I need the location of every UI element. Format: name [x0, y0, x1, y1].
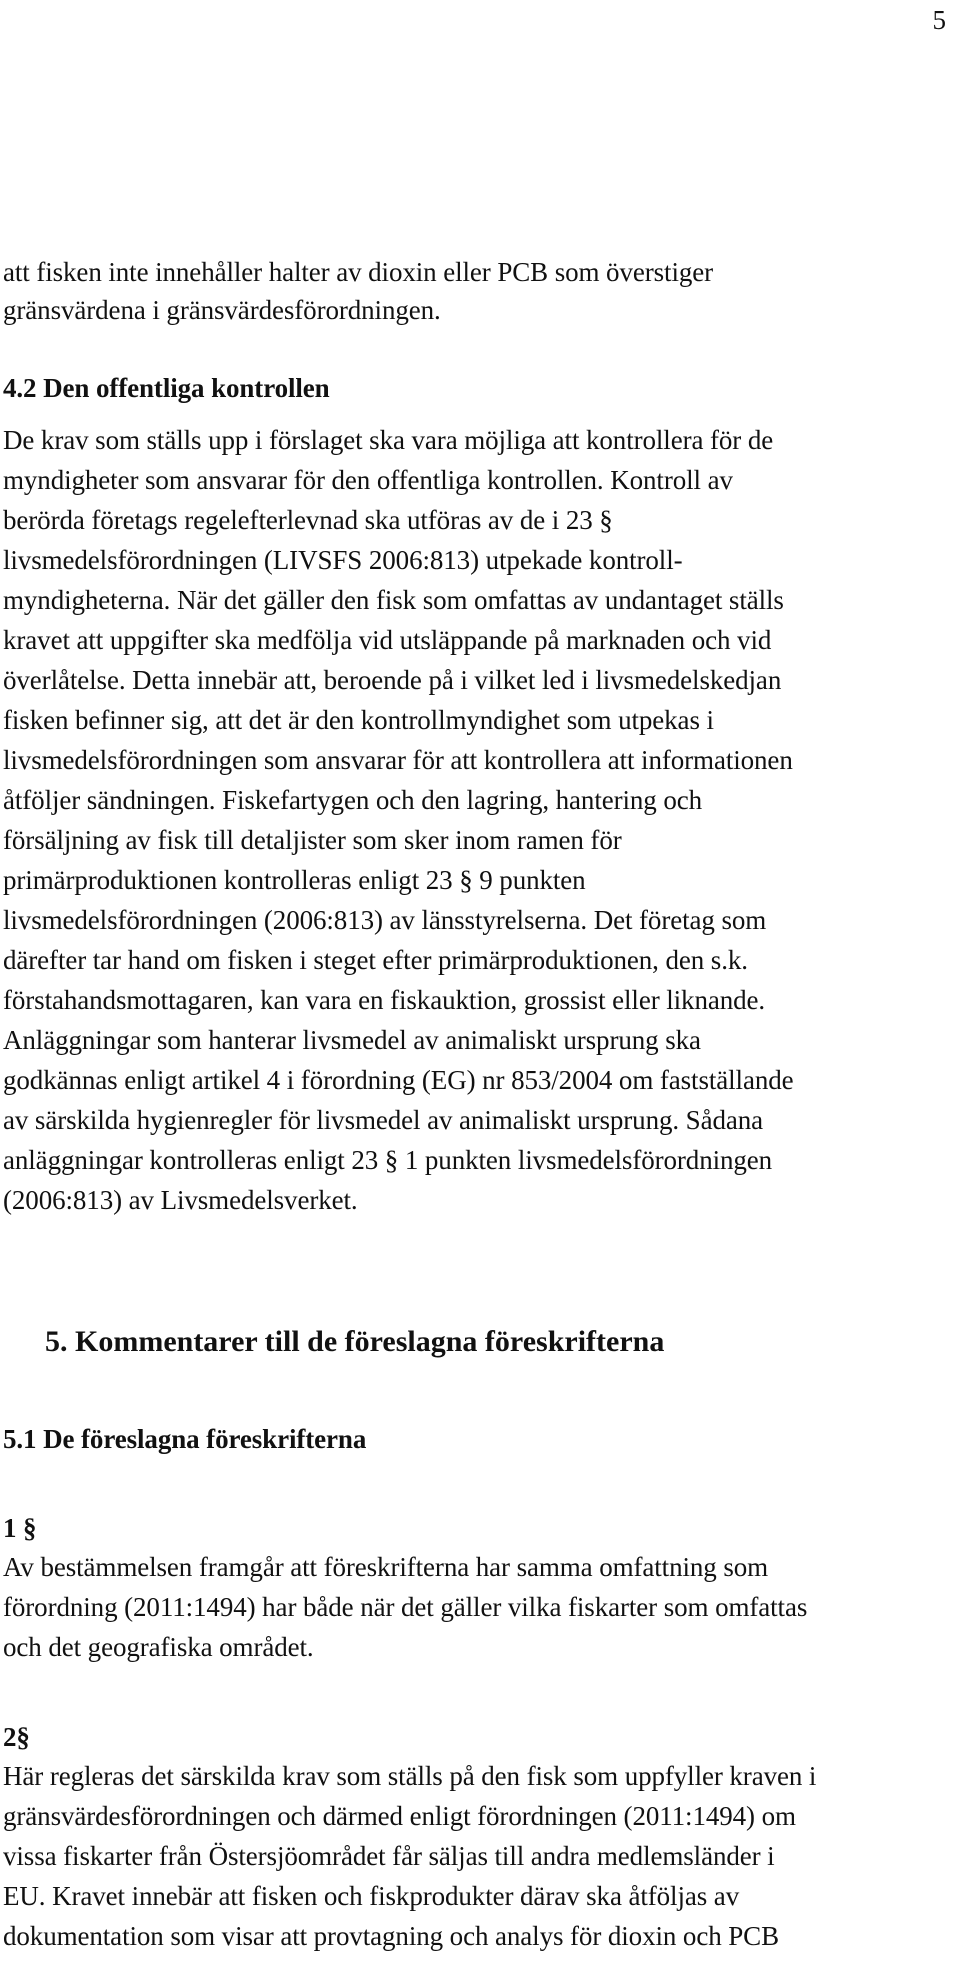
- text-line: förstahandsmottagaren, kan vara en fiskauktion, grossist eller liknande.: [3, 985, 766, 1015]
- text-line: Av bestämmelsen framgår att föreskrifterna har samma omfattning som: [3, 1552, 769, 1582]
- text-line: vissa fiskarter från Östersjöområdet får säljas till andra medlemsländer i: [3, 1841, 775, 1871]
- text-line: och det geografiska området.: [3, 1632, 314, 1662]
- text-line: primärproduktionen kontrolleras enligt 23 § 9 punkten: [3, 865, 586, 895]
- text-line: åtföljer sändningen. Fiskefartygen och den lagring, hantering och: [3, 785, 703, 815]
- text-line: anläggningar kontrolleras enligt 23 § 1 punkten livsmedelsförordningen: [3, 1145, 773, 1175]
- text-line: Här regleras det särskilda krav som ställs på den fisk som uppfyller kraven i: [3, 1761, 817, 1791]
- text-line: av särskilda hygienregler för livsmedel av animaliskt ursprung. Sådana: [3, 1105, 764, 1135]
- text-line: överlåtelse. Detta innebär att, beroende på i vilket led i livsmedelskedjan: [3, 665, 782, 695]
- text-line: därefter tar hand om fisken i steget efter primärproduktionen, den s.k.: [3, 945, 748, 975]
- page-number: 5: [932, 5, 946, 35]
- text-line: gränsvärdena i gränsvärdesförordningen.: [3, 295, 441, 325]
- text-line: livsmedelsförordningen som ansvarar för att kontrollera att informationen: [3, 745, 793, 775]
- text-line: godkännas enligt artikel 4 i förordning (EG) nr 853/2004 om fastställande: [3, 1065, 794, 1095]
- text-line: fisken befinner sig, att det är den kontrollmyndighet som utpekas i: [3, 705, 714, 735]
- text-line: EU. Kravet innebär att fisken och fiskprodukter därav ska åtföljas av: [3, 1881, 740, 1911]
- text-line: gränsvärdesförordningen och därmed enligt förordningen (2011:1494) om: [3, 1801, 796, 1831]
- subheading: 4.2 Den offentliga kontrollen: [3, 373, 330, 403]
- text-line: De krav som ställs upp i förslaget ska vara möjliga att kontrollera för de: [3, 425, 774, 455]
- text-line: livsmedelsförordningen (LIVSFS 2006:813) utpekade kontroll-: [3, 545, 683, 575]
- paragraph-heading: 1 §: [3, 1513, 37, 1543]
- section-title: 5. Kommentarer till de föreslagna föreskrifterna: [45, 1325, 665, 1358]
- text-line: kravet att uppgifter ska medfölja vid utsläppande på marknaden och vid: [3, 625, 772, 655]
- text-line: att fisken inte innehåller halter av dioxin eller PCB som överstiger: [3, 257, 714, 287]
- text-line: myndigheterna. När det gäller den fisk som omfattas av undantaget ställs: [3, 585, 784, 615]
- text-line: (2006:813) av Livsmedelsverket.: [3, 1185, 358, 1215]
- text-line: myndigheter som ansvarar för den offentliga kontrollen. Kontroll av: [3, 465, 733, 495]
- text-line: försäljning av fisk till detaljister som sker inom ramen för: [3, 825, 622, 855]
- text-line: dokumentation som visar att provtagning och analys för dioxin och PCB: [3, 1921, 779, 1951]
- text-line: berörda företags regelefterlevnad ska utföras av de i 23 §: [3, 505, 613, 535]
- text-line: livsmedelsförordningen (2006:813) av länsstyrelserna. Det företag som: [3, 905, 767, 935]
- text-line: Anläggningar som hanterar livsmedel av animaliskt ursprung ska: [3, 1025, 701, 1055]
- subheading: 5.1 De föreslagna föreskrifterna: [3, 1424, 367, 1454]
- paragraph-heading: 2§: [3, 1722, 30, 1752]
- text-line: förordning (2011:1494) har både när det gäller vilka fiskarter som omfattas: [3, 1592, 808, 1622]
